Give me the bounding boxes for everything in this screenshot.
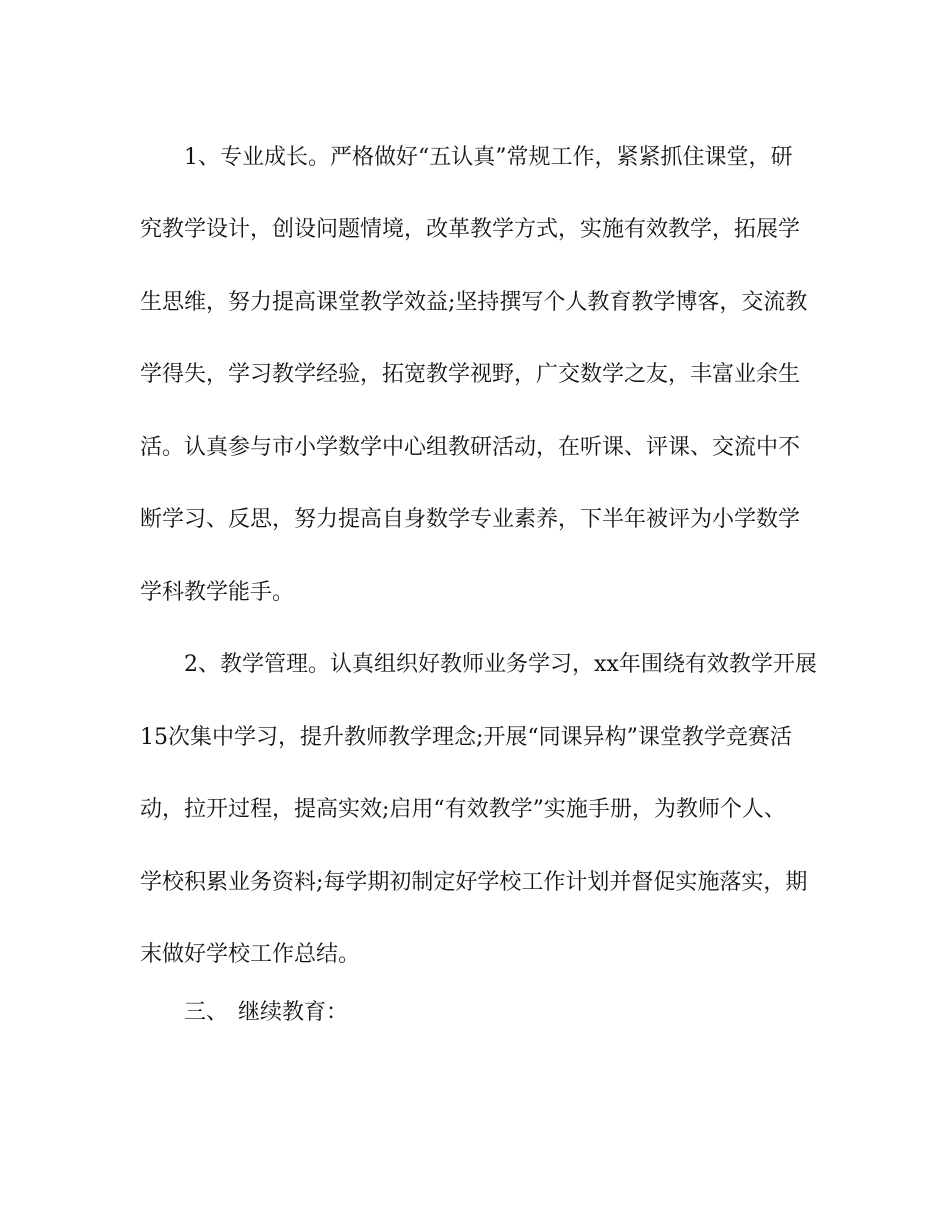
section-number: 三、 xyxy=(184,1000,229,1025)
text-line: 生思维，努力提高课堂教学效益;坚持撰写个人教育教学博客，交流教 xyxy=(140,290,808,315)
text-line: 2、教学管理。认真组织好教师业务学习，xx年围绕有效教学开展 xyxy=(184,652,817,677)
text-line: 末做好学校工作总结。 xyxy=(140,942,361,967)
text-line: 学科教学能手。 xyxy=(140,580,295,605)
text-line: 1、专业成长。严格做好“五认真”常规工作，紧紧抓住课堂，研 xyxy=(184,145,793,170)
section-title: 继续教育： xyxy=(238,1000,349,1025)
text-line: 动，拉开过程，提高实效;启用“有效教学”实施手册，为教师个人、 xyxy=(140,797,786,822)
text-line: 学得失，学习教学经验，拓宽教学视野，广交数学之友，丰富业余生 xyxy=(140,362,801,387)
text-line: 究教学设计，创设问题情境，改革教学方式，实施有效教学，拓展学 xyxy=(140,217,801,242)
text-line: 学校积累业务资料;每学期初制定好学校工作计划并督促实施落实，期 xyxy=(140,870,808,895)
text-line: 活。认真参与市小学数学中心组教研活动，在听课、评课、交流中不 xyxy=(140,435,801,460)
text-line: 15次集中学习，提升教师教学理念;开展“同课异构”课堂教学竞赛活 xyxy=(140,725,792,750)
text-line: 断学习、反思，努力提高自身数学专业素养，下半年被评为小学数学 xyxy=(140,507,801,532)
